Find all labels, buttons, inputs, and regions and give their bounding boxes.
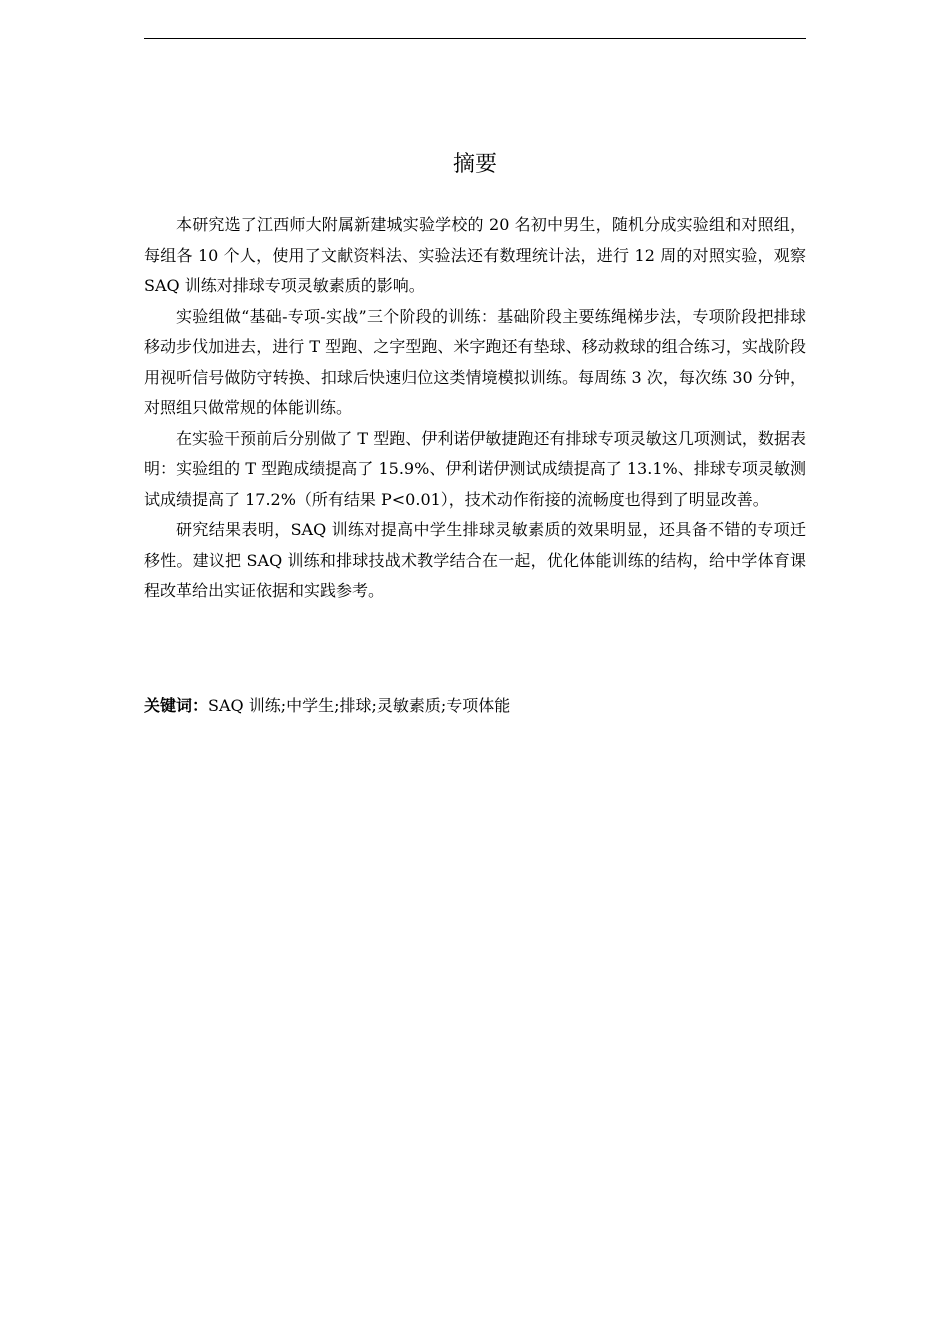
abstract-paragraph-2: 实验组做“基础-专项-实战”三个阶段的训练：基础阶段主要练绳梯步法，专项阶段把排球移动步伐加进去，进行 T 型跑、之字型跑、米字跑还有垫球、移动救球的组合练习，实战阶段用视听信号做防守转换、扣球后快速归位这类情境模拟训练。每周练 3 次，每次练 30 分钟，对照组只做常规的体能训练。 (144, 306, 806, 417)
keywords-label: 关键词： (144, 696, 209, 715)
header-rule (144, 38, 806, 39)
abstract-paragraph-3: 在实验干预前后分别做了 T 型跑、伊利诺伊敏捷跑还有排球专项灵敏这几项测试，数据表明：实验组的 T 型跑成绩提高了 15.9%、伊利诺伊测试成绩提高了 13.1%、排球专项灵敏测试成绩提高了 17.2%（所有结果 P<0.01），技术动作衔接的流畅度也得到了明显改善。 (144, 428, 806, 509)
abstract-paragraph-4: 研究结果表明，SAQ 训练对提高中学生排球灵敏素质的效果明显，还具备不错的专项迁移性。建议把 SAQ 训练和排球技战术教学结合在一起，优化体能训练的结构，给中学体育课程改革给出实证依据和实践参考。 (144, 520, 806, 600)
keywords-line (144, 692, 806, 720)
page-title: 摘要 (452, 152, 497, 177)
abstract-paragraph-1: 本研究选了江西师大附属新建城实验学校的 20 名初中男生，随机分成实验组和对照组，每组各 10 个人，使用了文献资料法、实验法还有数理统计法，进行 12 周的对照实验，观察 SAQ 训练对排球专项灵敏素质的影响。 (144, 215, 806, 295)
keywords-list: SAQ 训练;中学生;排球;灵敏素质;专项体能 (208, 696, 511, 715)
abstract-body (144, 210, 806, 607)
